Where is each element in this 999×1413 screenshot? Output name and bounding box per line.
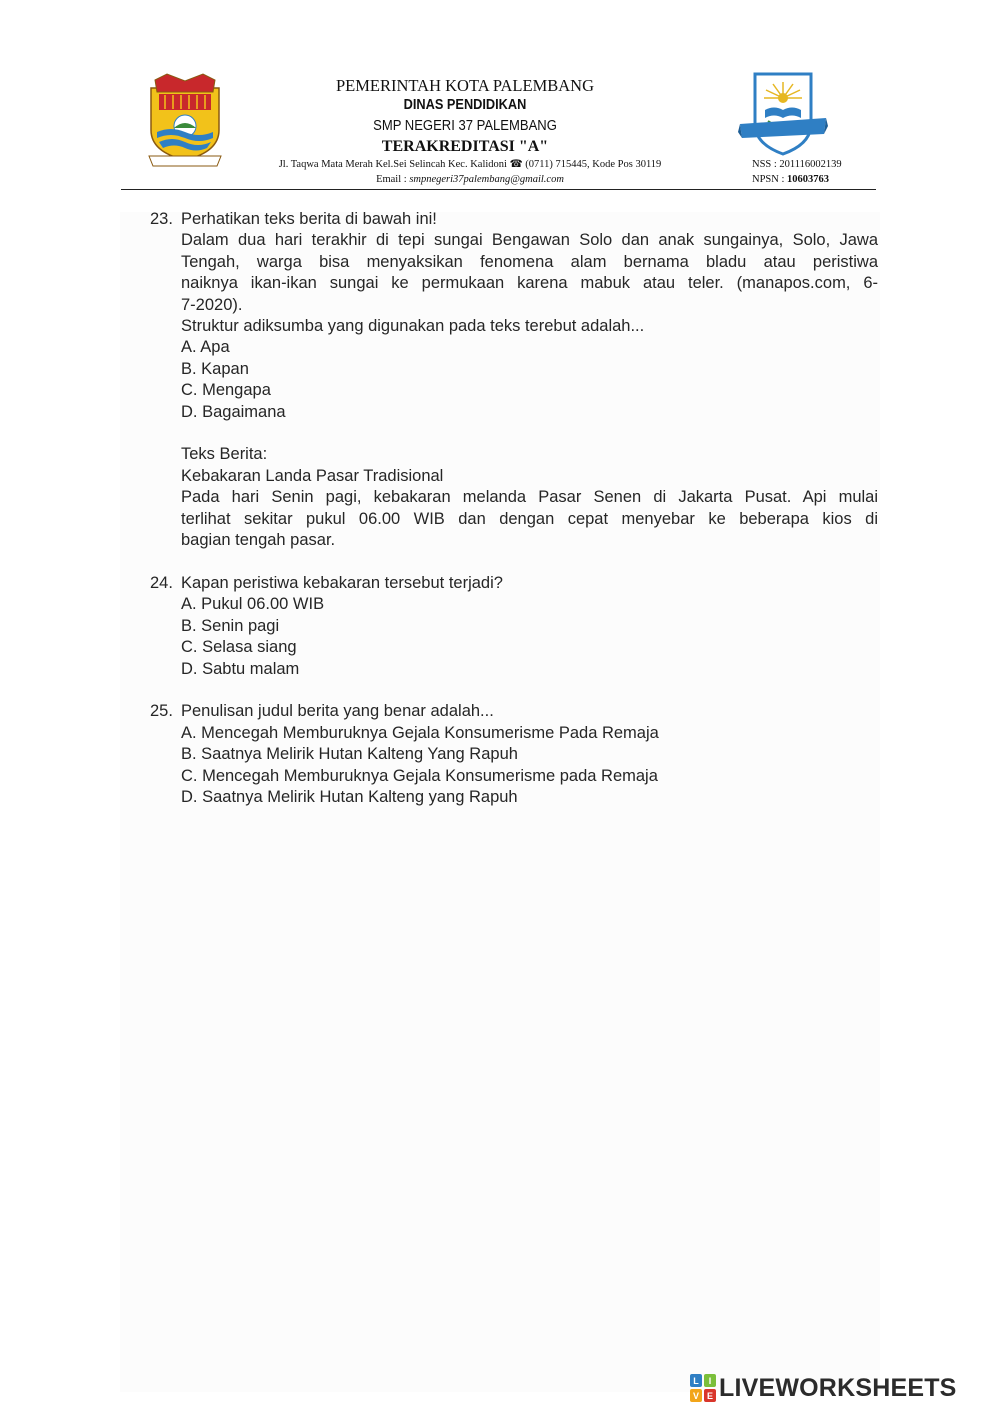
watermark-text: LIVEWORKSHEETS xyxy=(719,1374,957,1402)
icon-letter: I xyxy=(708,1376,712,1386)
question-list xyxy=(150,209,878,808)
spacer xyxy=(150,423,878,444)
question-prompt: Perhatikan teks berita di bawah ini! xyxy=(181,210,437,228)
passage-line: 7-2020). xyxy=(181,295,243,314)
email-label: Email : xyxy=(376,174,407,185)
email-address: smpnegeri37palembang@gmail.com xyxy=(409,174,564,185)
npsn-label: NPSN : xyxy=(752,174,785,185)
option-d[interactable]: D. Sabtu malam xyxy=(181,659,300,678)
nss-number: NSS : 201116002139 xyxy=(752,159,842,170)
news-body-line: terlihat sekitar pukul 06.00 WIB dan dengan cepat menyebar ke beberapa kios di xyxy=(181,509,878,528)
option-b[interactable]: B. Kapan xyxy=(181,359,249,378)
option-b[interactable]: B. Senin pagi xyxy=(181,616,280,635)
accreditation-status: TERAKREDITASI "A" xyxy=(381,138,549,155)
question-23 xyxy=(150,209,878,230)
school-address xyxy=(240,158,700,172)
spacer xyxy=(150,551,878,572)
passage-line: Tengah, warga bisa menyaksikan fenomena alam bernama bladu atau peristiwa xyxy=(181,252,878,271)
liveworksheets-watermark xyxy=(690,1373,990,1403)
option-c[interactable]: C. Selasa siang xyxy=(181,638,297,657)
school-emblem-logo xyxy=(738,72,828,158)
news-passage xyxy=(150,230,878,316)
npsn-value: 10603763 xyxy=(787,174,830,185)
passage-line: Dalam dua hari terakhir di tepi sungai Bengawan Solo dan anak sungainya, Solo, Jawa xyxy=(181,231,878,250)
news-body xyxy=(150,487,878,551)
address-text: Jl. Taqwa Mata Merah Kel.Sei Selincah Kec. Kalidoni xyxy=(278,159,507,170)
liveworksheets-icon xyxy=(690,1374,716,1402)
phone-icon: ☎ xyxy=(509,159,523,170)
option-b[interactable]: B. Saatnya Melirik Hutan Kalteng Yang Rapuh xyxy=(181,745,518,764)
option-d[interactable]: D. Saatnya Melirik Hutan Kalteng yang Rapuh xyxy=(181,787,518,806)
question-24 xyxy=(150,573,878,594)
letterhead xyxy=(240,76,690,157)
spacer xyxy=(150,680,878,701)
question-25 xyxy=(150,701,878,722)
npsn-number xyxy=(752,173,882,187)
question-text: Struktur adiksumba yang digunakan pada teks terebut adalah... xyxy=(181,317,645,336)
palembang-emblem-logo xyxy=(145,72,225,170)
government-name: PEMERINTAH KOTA PALEMBANG xyxy=(335,76,594,95)
question-number: 24. xyxy=(150,573,173,592)
news-title: Kebakaran Landa Pasar Tradisional xyxy=(181,466,444,485)
option-a[interactable]: A. Pukul 06.00 WIB xyxy=(181,595,325,614)
option-c[interactable]: C. Mengapa xyxy=(181,381,271,400)
school-email xyxy=(240,173,700,187)
letterhead-divider xyxy=(121,189,876,190)
news-body-line: Pada hari Senin pagi, kebakaran melanda Pasar Senen di Jakarta Pusat. Api mulai xyxy=(181,488,878,507)
department-name: DINAS PENDIDIKAN xyxy=(403,97,527,113)
option-c[interactable]: C. Mencegah Memburuknya Gejala Konsumerisme pada Remaja xyxy=(181,766,658,785)
question-text: Penulisan judul berita yang benar adalah... xyxy=(181,702,494,721)
icon-letter: L xyxy=(693,1376,699,1386)
option-a[interactable]: A. Mencegah Memburuknya Gejala Konsumerisme Pada Remaja xyxy=(181,723,659,742)
icon-letter: V xyxy=(692,1391,700,1401)
phone-text: (0711) 715445, Kode Pos 30119 xyxy=(525,159,662,170)
option-a[interactable]: A. Apa xyxy=(181,338,230,357)
option-d[interactable]: D. Bagaimana xyxy=(181,402,286,421)
question-number: 25. xyxy=(150,702,173,721)
icon-letter: E xyxy=(706,1391,714,1401)
news-label: Teks Berita: xyxy=(181,445,268,464)
question-number: 23. xyxy=(150,210,173,228)
news-body-line: bagian tengah pasar. xyxy=(181,531,336,550)
question-text: Kapan peristiwa kebakaran tersebut terjadi? xyxy=(181,573,503,592)
school-name: SMP NEGERI 37 PALEMBANG xyxy=(373,118,557,134)
passage-line: naiknya ikan-ikan sungai ke permukaan karena mabuk atau teler. (manapos.com, 6- xyxy=(181,274,878,293)
